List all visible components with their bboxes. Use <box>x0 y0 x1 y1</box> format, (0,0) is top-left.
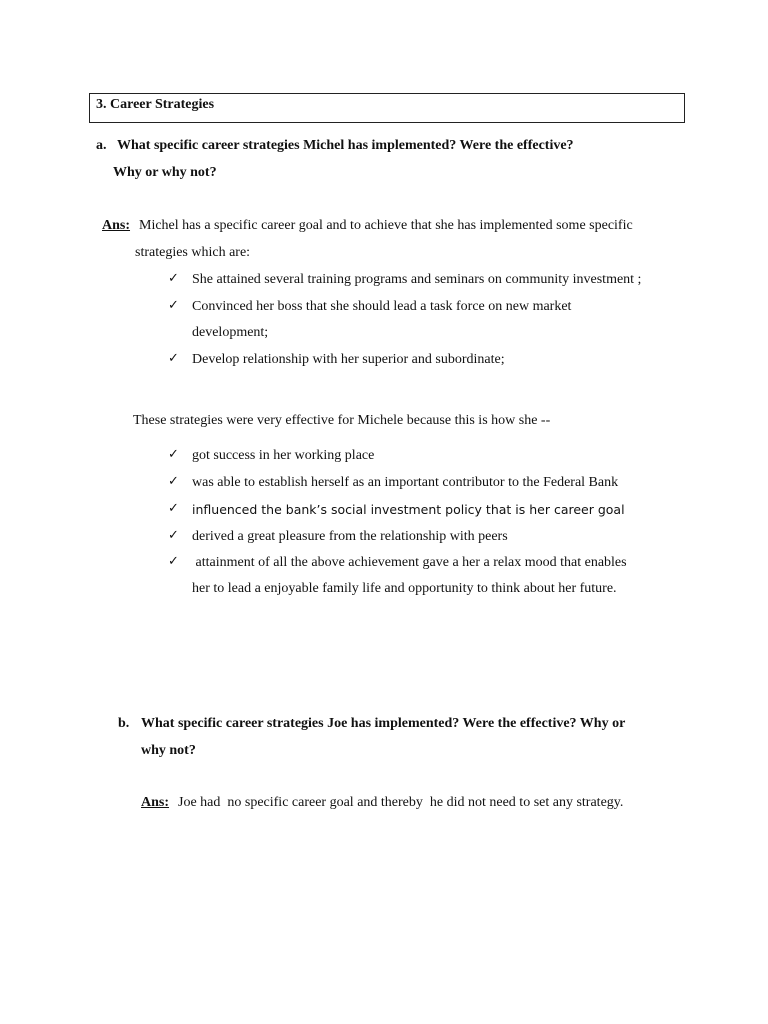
section-title: 3. Career Strategies <box>96 97 215 112</box>
effect-intro: These strategies were very effective for Michele because this is how she -- <box>133 413 551 428</box>
check-mark-icon: ✓ <box>168 554 179 569</box>
answer-a-line1: Michel has a specific career goal and to achieve that she has implemented some specific <box>139 218 633 233</box>
effect-item: got success in her working place <box>192 448 375 463</box>
check-mark-icon: ✓ <box>168 351 179 366</box>
section-heading-box <box>89 93 685 123</box>
question-b-line1: What specific career strategies Joe has implemented? Were the effective? Why or <box>141 716 626 731</box>
check-mark-icon: ✓ <box>168 447 179 462</box>
answer-a-line2: strategies which are: <box>135 245 251 260</box>
effect-item: attainment of all the above achievement gave a her a relax mood that enables <box>192 555 627 570</box>
question-b-line2: why not? <box>141 743 196 758</box>
answer-b-text: Joe had no specific career goal and thereby he did not need to set any strategy. <box>178 795 624 810</box>
strategy-item: She attained several training programs and seminars on community investment ; <box>192 272 642 287</box>
strategy-item: Convinced her boss that she should lead a task force on new market <box>192 299 572 314</box>
question-a-line1: What specific career strategies Michel has implemented? Were the effective? <box>117 138 574 153</box>
effect-item: was able to establish herself as an important contributor to the Federal Bank <box>192 475 619 490</box>
effect-item: influenced the bank’s social investment policy that is her career goal <box>192 502 625 517</box>
effect-item: derived a great pleasure from the relationship with peers <box>192 529 508 544</box>
check-mark-icon: ✓ <box>168 474 179 489</box>
answer-b-label: Ans: <box>141 795 170 810</box>
check-mark-icon: ✓ <box>168 501 179 516</box>
question-a-line2: Why or why not? <box>113 165 217 180</box>
question-a-marker: a. <box>96 138 107 153</box>
check-mark-icon: ✓ <box>168 298 179 313</box>
strategy-item: Develop relationship with her superior and subordinate; <box>192 352 505 367</box>
answer-a-label: Ans: <box>102 218 131 233</box>
check-mark-icon: ✓ <box>168 271 179 286</box>
question-b-marker: b. <box>118 716 130 731</box>
check-mark-icon: ✓ <box>168 528 179 543</box>
effect-item-continuation: her to lead a enjoyable family life and opportunity to think about her future. <box>192 581 617 596</box>
strategy-item-continuation: development; <box>192 325 269 340</box>
